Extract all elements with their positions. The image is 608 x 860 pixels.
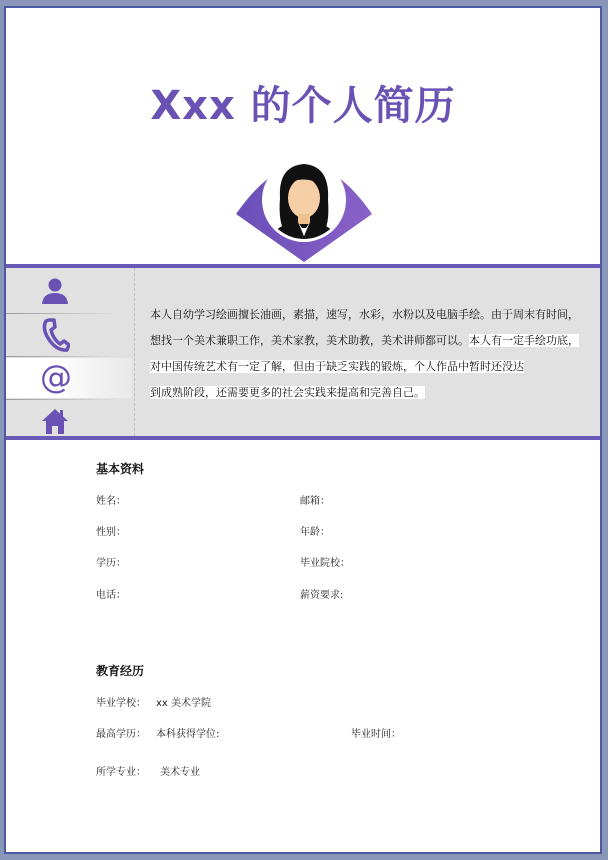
icon-cell-person [6,271,132,311]
major-label: 所学专业： [96,767,146,778]
highest-degree-value: 本科获得学位: [156,729,220,740]
avatar [232,156,376,264]
resume-page [4,6,602,854]
intro-line: 对中国传统艺术有一定了解，但由于缺乏实践的锻炼，个人作品中暂时还没达 [150,360,524,373]
grad-time-label: 毕业时间： [351,729,401,740]
grad-school-value: xx 美术学院 [156,698,212,709]
basic-info-heading: 基本资料 [96,462,145,476]
intro-band [6,264,600,440]
education-heading: 教育经历 [96,664,145,678]
at-icon [40,362,72,394]
self-introduction [150,302,584,406]
age-label: 年龄： [300,527,330,538]
email-label: 邮箱： [300,496,330,507]
home-icon [40,406,70,436]
contact-icons [6,268,132,436]
icon-cell-at [6,358,132,398]
icon-cell-home [6,401,132,441]
salary-label: 薪资要求: [300,590,344,601]
highest-degree-label: 最高学历： [96,729,146,740]
page-title: Xxx 的个人简历 [150,83,456,129]
grad-school-label: 毕业学校： [96,698,146,709]
major-value: 美术专业 [160,767,200,778]
person-icon [40,276,70,306]
school-label: 毕业院校： [300,558,350,569]
degree-label: 学历： [96,558,126,569]
gender-label: 性别： [96,527,126,538]
phone-label: 电话： [96,590,126,601]
intro-line: 本人自幼学习绘画擅长油画，素描，速写，水彩，水粉以及电脑手绘。由于周末有时间， [150,308,579,321]
intro-line: 到成熟阶段，还需要更多的社会实践来提高和完善自己。 [150,386,425,399]
phone-icon [40,318,70,352]
intro-line: 想找一个美术兼职工作，美术家教，美术助教，美术讲师都可以。本人有一定手绘功底， [150,334,579,347]
svg-text:@: @ [40,362,72,394]
icon-cell-phone [6,315,132,355]
name-label: 姓名： [96,496,126,507]
